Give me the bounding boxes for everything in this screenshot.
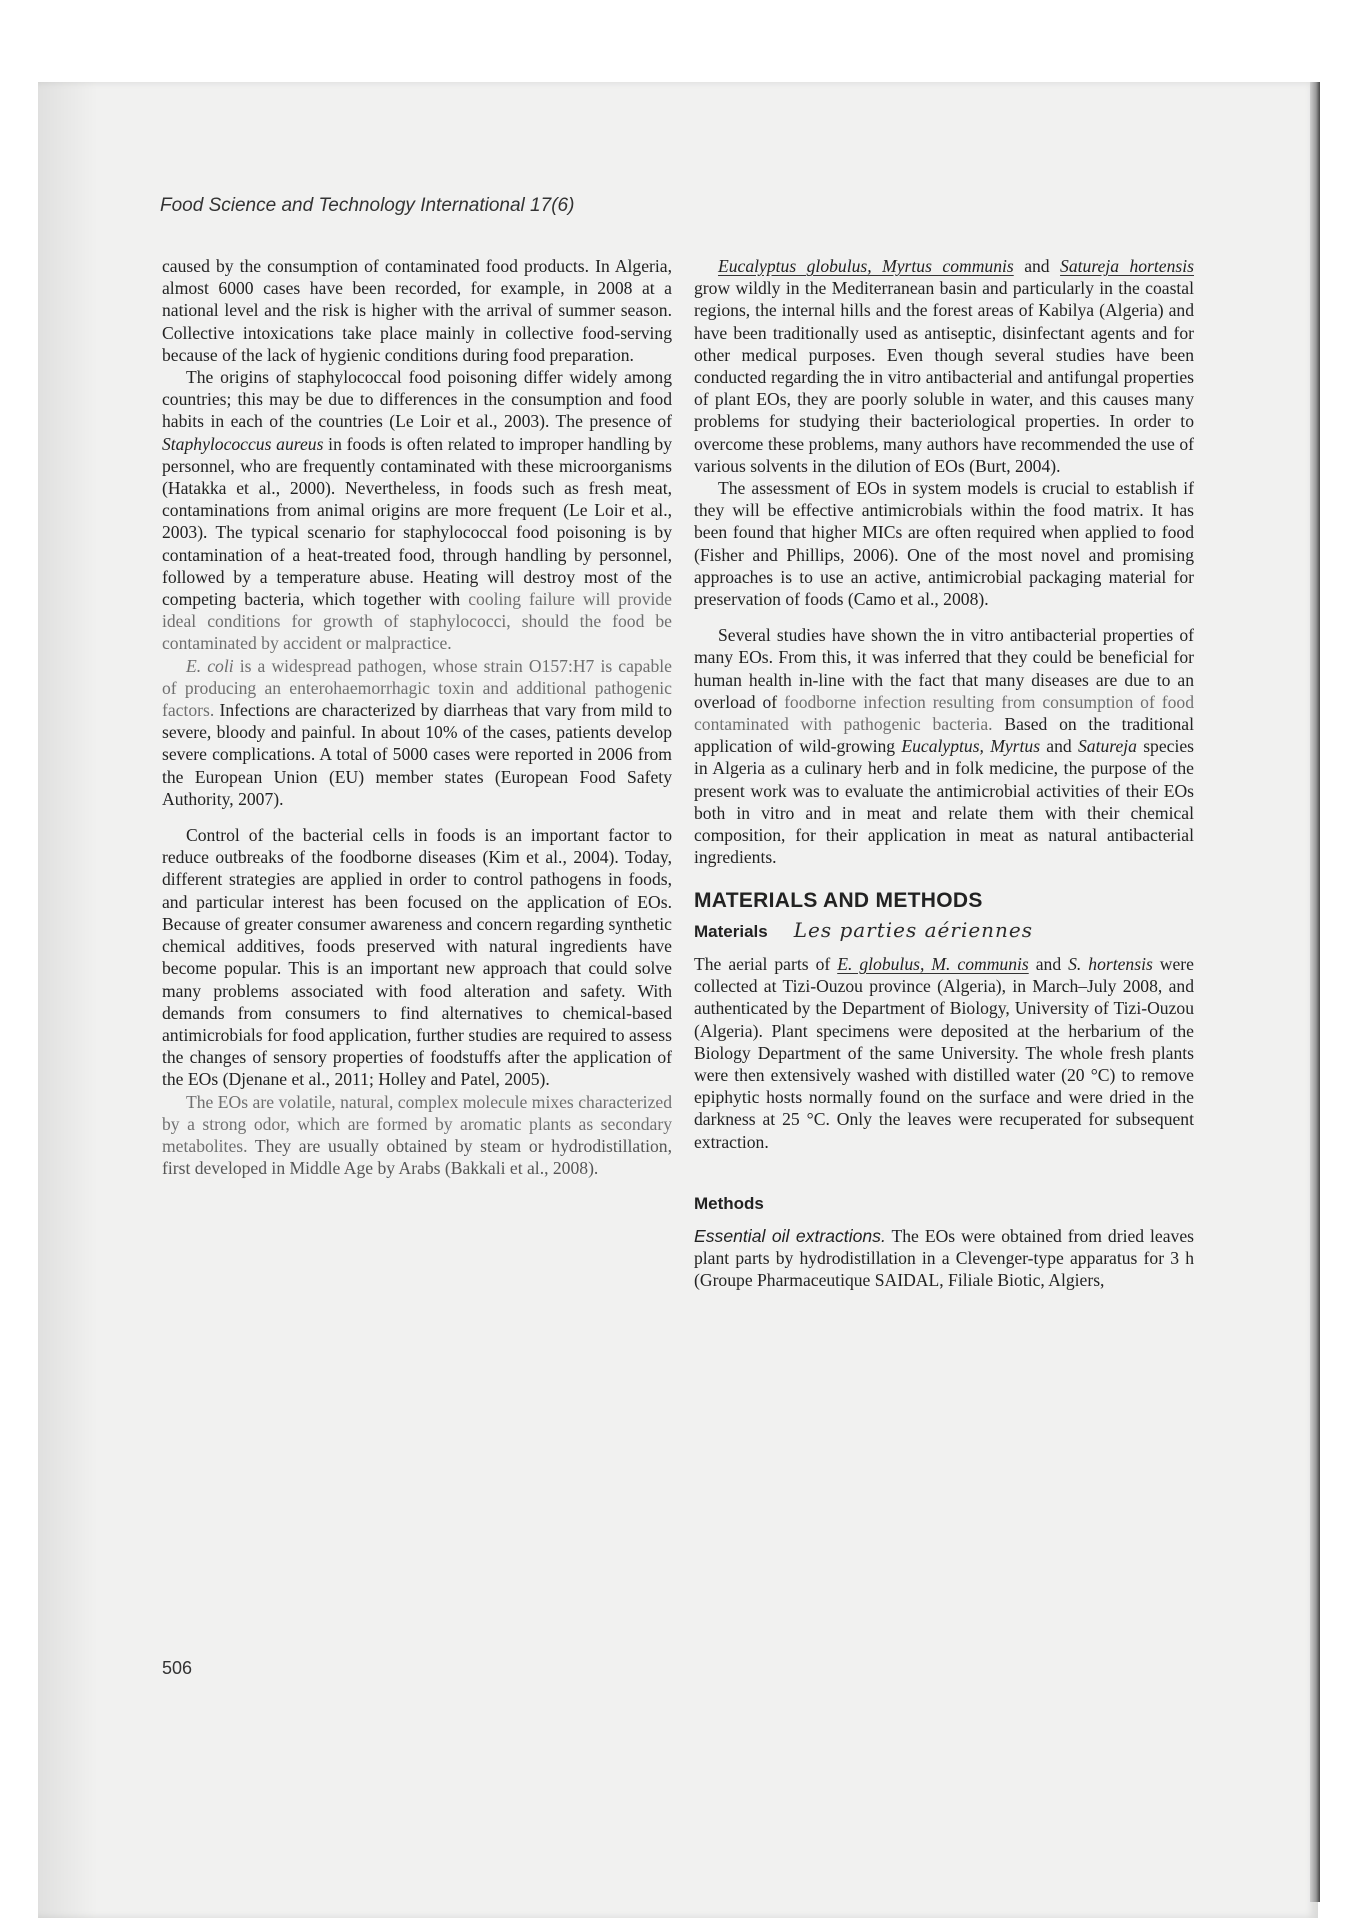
paragraph: The EOs are volatile, natural, complex molecule mixes characterized by a strong odor, which are formed by aromatic plants as secondary metabolites. They are usually obtained by steam or hydrodistillation, first developed in Middle Age by Arabs (Bakkali et al., 2008). — [162, 1091, 672, 1179]
species-name: Staphylococcus aureus — [162, 433, 324, 454]
species-name: S. hortensis — [1068, 953, 1153, 974]
subsection-heading: Methods — [694, 1193, 764, 1213]
species-name: E. globulus, M. communis — [837, 953, 1029, 974]
paragraph: Essential oil extractions. The EOs were obtained from dried leaves plant parts by hydrodistillation in a Clevenger-type apparatus for 3 h (Groupe Pharmaceutique SAIDAL, Filiale Biotic, Algiers, — [694, 1225, 1194, 1291]
species-name: Eucalyptus globulus, Myrtus communis — [718, 256, 1014, 276]
paragraph: The aerial parts of E. globulus, M. communis and S. hortensis were collected at Tizi-Ouzou province (Algeria), in March–July 2008, and authenticated by the Department of Biology, University of Tizi-Ouzou (Algeria). Plant specimens were deposited at the herbarium of the Biology Department of the same University. The whole fresh plants were then extensively washed with distilled water (20 °C) to remove epiphytic hosts normally found on the surface and were dried in the darkness at 25 °C. Only the leaves were recuperated for subsequent extraction. — [694, 953, 1194, 1152]
paragraph: caused by the consumption of contaminated food products. In Algeria, almost 6000 cases have been recorded, for example, in 2008 at a national level and the risk is higher with the arrival of summer season. Collective intoxications take place mainly in collective food-serving because of the lack of hygienic conditions during food preparation. — [162, 256, 672, 365]
paragraph: Several studies have shown the in vitro antibacterial properties of many EOs. From this, it was inferred that they could be beneficial for human health in-line with the fact that many diseases are due to an overload of foodborne infection resulting from consumption of food contaminated with pathogenic bacteria. Based on the traditional application of wild-growing Eucalyptus, Myrtus and Satureja species in Algeria as a culinary herb and in folk medicine, the purpose of the present work was to evaluate the antimicrobial activities of their EOs both in vitro and in meat and relate them with their chemical composition, for their application in meat as natural antibacterial ingredients. — [694, 625, 1194, 868]
paragraph: E. coli is a widespread pathogen, whose strain O157:H7 is capable of producing an enterohaemorrhagic toxin and additional pathogenic factors. Infections are characterized by diarrheas that vary from mild to severe, bloody and painful. In about 10% of the cases, patients develop severe complications. A total of 5000 cases were reported in 2006 from the European Union (EU) member states (European Food Safety Authority, 2007). — [162, 655, 672, 809]
handwritten-note: Les parties aériennes — [793, 917, 1034, 942]
faded-text: cooling failure will provide ideal conditions for growth of staphylococci, should the food be contaminated by accident or malpractice. — [162, 589, 672, 654]
species-name: Eucalyptus, Myrtus — [901, 736, 1041, 757]
page-shadow — [38, 82, 98, 1918]
paragraph: The origins of staphylococcal food poisoning differ widely among countries; this may be due to differences in the consumption and food habits in each of the countries (Le Loir et al., 2003). The presence of Staphylococcus aureus in foods is often related to improper handling by personnel, who are frequently contaminated with these microorganisms (Hatakka et al., 2000). Nevertheless, in foods such as fresh meat, contaminations from animal origins are more frequent (Le Loir et al., 2003). The typical scenario for staphylococcal food poisoning is by contamination of a heat-treated food, through handling by personnel, followed by a temperature abuse. Heating will destroy most of the competing bacteria, which together with cooling failure will provide ideal conditions for growth of staphylococci, should the food be contaminated by accident or malpractice. — [162, 367, 673, 654]
section-heading: MATERIALS AND METHODS — [694, 889, 983, 913]
page-edge — [1310, 82, 1320, 1902]
species-name: E. coli — [186, 655, 234, 676]
paragraph: Control of the bacterial cells in foods is an important factor to reduce outbreaks of the foodborne diseases (Kim et al., 2004). Today, different strategies are applied in order to control pathogens in foods, and particular interest has been focused on the application of EOs. Because of greater consumer awareness and concern regarding synthetic chemical additives, foods preserved with natural ingredients have become popular. This is an important new approach that could solve many problems associated with food alteration and safety. With demands from consumers to find alternatives to chemical-based antimicrobials for food application, further studies are required to assess the changes of sensory properties of foodstuffs after the application of the EOs (Djenane et al., 2011; Holley and Patel, 2005). — [162, 825, 672, 1090]
faded-text: The EOs are volatile, natural, complex molecule mixes characterized by a strong odor, which are formed by aromatic plants as secondary metabolites. — [162, 1091, 672, 1156]
run-in-heading: Essential oil extractions. — [694, 1225, 886, 1246]
species-name: Satureja — [1077, 736, 1137, 757]
page-number: 506 — [162, 1658, 193, 1678]
faded-text: foodborne infection resulting from consumption of food contaminated with pathogenic bacteria. — [694, 691, 1194, 735]
running-header: Food Science and Technology International 17(6) — [160, 195, 575, 216]
subsection-heading: Materials Les parties aériennes — [694, 917, 1034, 942]
paragraph: The assessment of EOs in system models is crucial to establish if they will be effective antimicrobials within the food matrix. It has been found that higher MICs are often required when applied to food (Fisher and Phillips, 2006). One of the most novel and promising approaches is to use an active, antimicrobial packaging material for preservation of foods (Camo et al., 2008). — [694, 478, 1194, 610]
species-name: Satureja hortensis — [1060, 256, 1194, 276]
left-column — [162, 255, 672, 1179]
paragraph: Eucalyptus globulus, Myrtus communis and Satureja hortensis grow wildly in the Mediterranean basin and particularly in the coastal regions, the internal hills and the forest areas of Kabilya (Algeria) and have been traditionally used as antiseptic, disinfectant agents and for other medical purposes. Even though several studies have been conducted regarding the in vitro antibacterial and antifungal properties of plant EOs, they are poorly soluble in water, and this causes many problems for studying their bacteriological properties. In order to overcome these problems, many authors have recommended the use of various solvents in the dilution of EOs (Burt, 2004). — [694, 256, 1194, 476]
right-column — [694, 255, 1194, 1292]
